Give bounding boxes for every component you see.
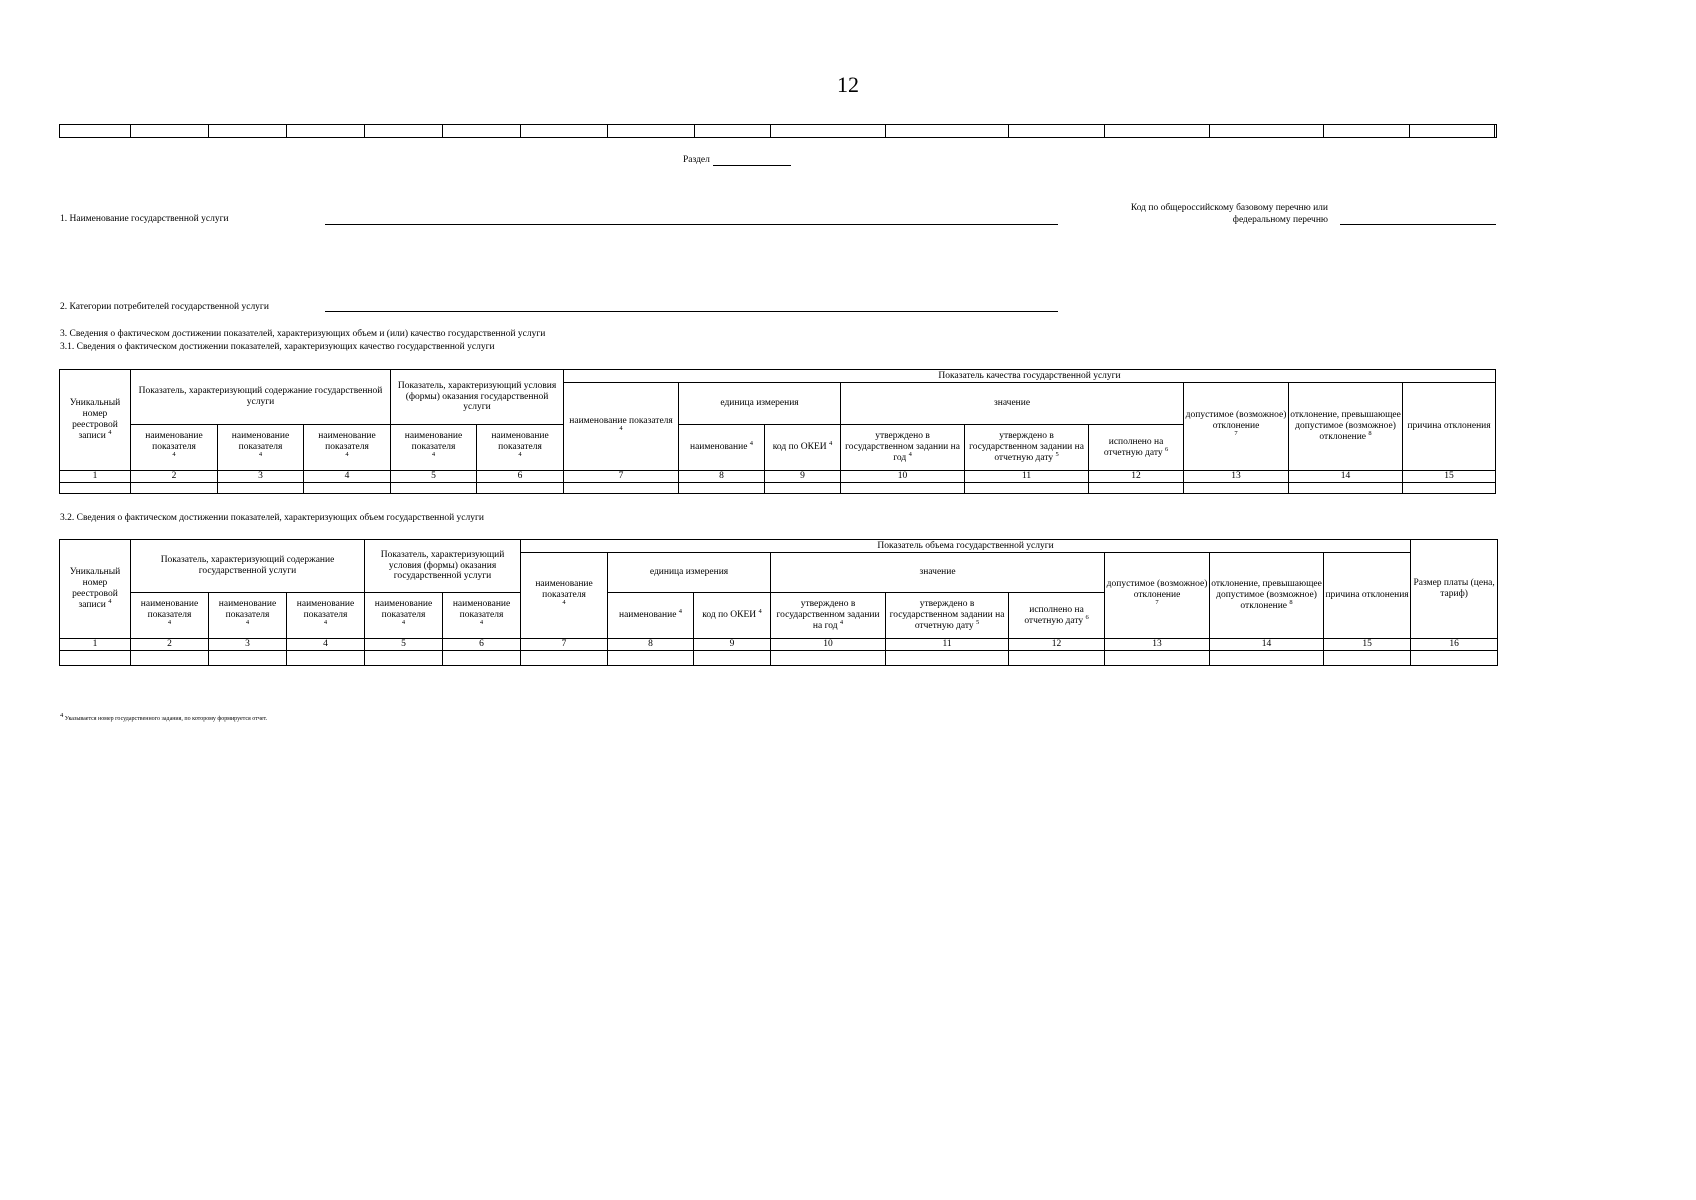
column-number: 10 bbox=[841, 471, 965, 483]
table-cell[interactable] bbox=[287, 651, 365, 666]
unit-name-header bbox=[608, 593, 694, 639]
sub-name-text: наименование показателя bbox=[218, 599, 277, 621]
table-cell[interactable] bbox=[608, 651, 694, 666]
footnote-mark: 4 bbox=[518, 450, 522, 458]
conditions-sub-name-1 bbox=[391, 425, 477, 471]
indicator-name-header bbox=[564, 383, 679, 471]
table-cell[interactable] bbox=[1105, 651, 1210, 666]
content-sub-name-3 bbox=[287, 593, 365, 639]
table-cell[interactable] bbox=[1403, 483, 1496, 494]
footnote-mark: 4 bbox=[678, 607, 683, 615]
column-number: 5 bbox=[365, 639, 443, 651]
okei-code-header bbox=[694, 593, 771, 639]
content-sub-name-1 bbox=[131, 425, 218, 471]
executed-date-header bbox=[1089, 425, 1184, 471]
column-number: 12 bbox=[1009, 639, 1105, 651]
top-strip-cell bbox=[1009, 125, 1105, 138]
footnote-mark: 4 bbox=[345, 450, 349, 458]
table-cell[interactable] bbox=[60, 651, 131, 666]
column-number: 3 bbox=[218, 471, 304, 483]
footnote-mark: 4 bbox=[829, 439, 833, 447]
unique-number-text: Уникальный номер реестровой записи bbox=[69, 567, 121, 610]
column-numbers-row bbox=[60, 471, 1496, 483]
approved-date-text: утверждено в государственном задании на отчетную дату bbox=[969, 431, 1084, 463]
table-cell[interactable] bbox=[391, 483, 477, 494]
footnote-mark: 4 bbox=[258, 450, 263, 458]
footnote-mark: 4 bbox=[479, 618, 484, 626]
top-strip-cell bbox=[886, 125, 1009, 138]
footnote-mark: 4 bbox=[758, 607, 762, 615]
column-number: 2 bbox=[131, 471, 218, 483]
sub-name-text: наименование показателя bbox=[231, 431, 290, 453]
table-cell[interactable] bbox=[564, 483, 679, 494]
fee-header: Размер платы (цена, тариф) bbox=[1411, 540, 1498, 639]
basic-list-code-label-line1: Код по общероссийскому базовому перечню или bbox=[1130, 203, 1328, 213]
quality-table bbox=[59, 369, 1496, 494]
footnote-mark: 6 bbox=[1085, 613, 1089, 621]
unique-number-text: Уникальный номер реестровой записи bbox=[69, 398, 121, 441]
unique-number-header bbox=[60, 540, 131, 639]
table-row bbox=[60, 651, 1498, 666]
indicator-name-text: наименование показателя bbox=[535, 579, 593, 601]
column-number: 7 bbox=[564, 471, 679, 483]
content-indicator-header: Показатель, характеризующий содержание государственной услуги bbox=[131, 540, 365, 593]
top-strip-cell bbox=[1410, 125, 1495, 138]
top-strip-cell bbox=[1105, 125, 1210, 138]
conditions-sub-name-1 bbox=[365, 593, 443, 639]
content-sub-name-3 bbox=[304, 425, 391, 471]
table-cell[interactable] bbox=[771, 651, 886, 666]
top-strip-cell bbox=[695, 125, 771, 138]
footnote-mark: 4 bbox=[401, 618, 406, 626]
table-cell[interactable] bbox=[218, 483, 304, 494]
top-strip-cell bbox=[771, 125, 886, 138]
approved-date-text: утверждено в государственном задании на отчетную дату bbox=[889, 599, 1005, 631]
table-cell[interactable] bbox=[841, 483, 965, 494]
table-cell[interactable] bbox=[1210, 651, 1324, 666]
basic-list-code-label-line2: федеральному перечню bbox=[1232, 215, 1328, 226]
sub-name-text: наименование показателя bbox=[404, 431, 463, 453]
volume-indicator-header: Показатель объема государственной услуги bbox=[521, 540, 1411, 553]
table-cell[interactable] bbox=[521, 651, 608, 666]
service-name-field[interactable] bbox=[325, 224, 1058, 225]
top-strip-cell bbox=[1210, 125, 1324, 138]
page-number: 12 bbox=[837, 72, 859, 97]
consumers-label: 2. Категории потребителей государственной услуги bbox=[60, 302, 269, 312]
deviation-reason-header: причина отклонения bbox=[1324, 553, 1411, 639]
footnote-mark: 8 bbox=[1289, 598, 1293, 606]
top-strip-table bbox=[59, 124, 1497, 138]
column-number: 4 bbox=[287, 639, 365, 651]
content-indicator-header: Показатель, характеризующий содержание государственной услуги bbox=[131, 370, 391, 425]
table-cell[interactable] bbox=[965, 483, 1089, 494]
approved-date-header bbox=[965, 425, 1089, 471]
service-name-label: 1. Наименование государственной услуги bbox=[60, 214, 229, 224]
table-cell[interactable] bbox=[60, 483, 131, 494]
column-number: 2 bbox=[131, 639, 209, 651]
basic-list-code-label bbox=[1060, 202, 1328, 227]
allowed-deviation-text: допустимое (возможное) отклонение bbox=[1106, 579, 1208, 601]
footnote-mark: 4 bbox=[60, 712, 64, 719]
column-number: 5 bbox=[391, 471, 477, 483]
footnote-mark: 4 bbox=[619, 424, 623, 432]
content-sub-name-1 bbox=[131, 593, 209, 639]
table-cell[interactable] bbox=[1089, 483, 1184, 494]
table-cell[interactable] bbox=[1411, 651, 1498, 666]
allowed-deviation-header bbox=[1184, 383, 1289, 471]
table-row bbox=[60, 483, 1496, 494]
approved-year-text: утверждено в государственном задании на год bbox=[845, 431, 960, 463]
column-numbers-row bbox=[60, 639, 1498, 651]
column-number: 15 bbox=[1324, 639, 1411, 651]
value-header: значение bbox=[841, 383, 1184, 425]
footnote-mark: 4 bbox=[839, 618, 844, 626]
column-number: 8 bbox=[608, 639, 694, 651]
sub-name-text: наименование показателя bbox=[452, 599, 511, 621]
excess-deviation-header bbox=[1210, 553, 1324, 639]
unit-name-text: наименование bbox=[619, 610, 677, 621]
column-number: 11 bbox=[965, 471, 1089, 483]
table-cell[interactable] bbox=[131, 651, 209, 666]
section-label: Раздел bbox=[683, 155, 710, 165]
table-cell[interactable] bbox=[209, 651, 287, 666]
column-number: 9 bbox=[765, 471, 841, 483]
heading-3: 3. Сведения о фактическом достижении показателей, характеризующих объем и (или) качество государственной услуги bbox=[60, 329, 546, 339]
top-strip-cell bbox=[608, 125, 695, 138]
table-cell[interactable] bbox=[443, 651, 521, 666]
footnote-mark: 4 bbox=[167, 618, 172, 626]
footnote-mark: 6 bbox=[1165, 445, 1169, 453]
table-cell[interactable] bbox=[694, 651, 771, 666]
unit-name-text: наименование bbox=[690, 442, 748, 453]
top-strip-cell bbox=[209, 125, 287, 138]
footnote-mark: 7 bbox=[1155, 598, 1159, 606]
column-number: 9 bbox=[694, 639, 771, 651]
footnote-mark: 5 bbox=[976, 618, 980, 626]
column-number: 1 bbox=[60, 639, 131, 651]
okei-code-header bbox=[765, 425, 841, 471]
approved-year-header bbox=[841, 425, 965, 471]
footnote-mark: 4 bbox=[108, 428, 112, 436]
unique-number-header bbox=[60, 370, 131, 471]
heading-3-1: 3.1. Сведения о фактическом достижении показателей, характеризующих качество государственной услуги bbox=[60, 342, 495, 352]
column-number: 11 bbox=[886, 639, 1009, 651]
column-number: 1 bbox=[60, 471, 131, 483]
value-header: значение bbox=[771, 553, 1105, 593]
table-cell[interactable] bbox=[1289, 483, 1403, 494]
column-number: 3 bbox=[209, 639, 287, 651]
deviation-reason-header: причина отклонения bbox=[1403, 383, 1496, 471]
unit-header: единица измерения bbox=[679, 383, 841, 425]
top-strip-cell bbox=[443, 125, 521, 138]
content-sub-name-2 bbox=[218, 425, 304, 471]
sub-name-text: наименование показателя bbox=[145, 431, 203, 453]
table-cell[interactable] bbox=[1324, 651, 1411, 666]
approved-date-header bbox=[886, 593, 1009, 639]
column-number: 16 bbox=[1411, 639, 1498, 651]
footnote-mark: 4 bbox=[431, 450, 436, 458]
indicator-name-header bbox=[521, 553, 608, 639]
volume-table bbox=[59, 539, 1498, 666]
top-strip-cell bbox=[1324, 125, 1410, 138]
column-number: 7 bbox=[521, 639, 608, 651]
executed-date-text: исполнено на отчетную дату bbox=[1103, 436, 1164, 458]
section-field[interactable] bbox=[713, 165, 791, 166]
table-cell[interactable] bbox=[365, 651, 443, 666]
conditions-sub-name-2 bbox=[477, 425, 564, 471]
table-cell[interactable] bbox=[1184, 483, 1289, 494]
excess-deviation-header bbox=[1289, 383, 1403, 471]
sub-name-text: наименование показателя bbox=[374, 599, 433, 621]
table-cell[interactable] bbox=[304, 483, 391, 494]
column-number: 15 bbox=[1403, 471, 1496, 483]
consumers-field[interactable] bbox=[325, 311, 1058, 312]
allowed-deviation-text: допустимое (возможное) отклонение bbox=[1185, 410, 1287, 432]
column-number: 6 bbox=[443, 639, 521, 651]
top-strip-cell bbox=[365, 125, 443, 138]
footnote-mark: 8 bbox=[1368, 429, 1372, 437]
content-sub-name-2 bbox=[209, 593, 287, 639]
footnote-mark: 5 bbox=[1055, 450, 1059, 458]
column-number: 6 bbox=[477, 471, 564, 483]
column-number: 13 bbox=[1105, 639, 1210, 651]
footnote-mark: 4 bbox=[108, 597, 112, 605]
unit-name-header bbox=[679, 425, 765, 471]
okei-code-text: код по ОКЕИ bbox=[772, 442, 827, 453]
sub-name-text: наименование показателя bbox=[140, 599, 199, 621]
column-number: 13 bbox=[1184, 471, 1289, 483]
column-number: 8 bbox=[679, 471, 765, 483]
column-number: 14 bbox=[1210, 639, 1324, 651]
executed-date-text: исполнено на отчетную дату bbox=[1024, 604, 1084, 626]
indicator-name-text: наименование показателя bbox=[569, 415, 673, 426]
column-number: 12 bbox=[1089, 471, 1184, 483]
unit-header: единица измерения bbox=[608, 553, 771, 593]
sub-name-text: наименование показателя bbox=[296, 599, 355, 621]
column-number: 4 bbox=[304, 471, 391, 483]
conditions-sub-name-2 bbox=[443, 593, 521, 639]
column-number: 14 bbox=[1289, 471, 1403, 483]
sub-name-text: наименование показателя bbox=[318, 431, 376, 453]
top-strip-cell bbox=[521, 125, 608, 138]
conditions-indicator-header: Показатель, характеризующий условия (формы) оказания государственной услуги bbox=[365, 540, 521, 593]
quality-indicator-header: Показатель качества государственной услуги bbox=[564, 370, 1496, 383]
table-cell[interactable] bbox=[886, 651, 1009, 666]
sub-name-text: наименование показателя bbox=[491, 431, 549, 453]
excess-deviation-text: отклонение, превышающее допустимое (возможное) отклонение bbox=[1290, 410, 1401, 442]
footnote-text: Указывается номер государственного задания, по которому формируется отчет. bbox=[64, 716, 268, 722]
footnote-mark: 4 bbox=[749, 439, 754, 447]
footnote-mark: 4 bbox=[245, 618, 250, 626]
okei-code-text: код по ОКЕИ bbox=[702, 610, 757, 621]
top-strip-cell bbox=[60, 125, 131, 138]
top-strip-cell bbox=[131, 125, 209, 138]
allowed-deviation-header bbox=[1105, 553, 1210, 639]
excess-deviation-text: отклонение, превышающее допустимое (возможное) отклонение bbox=[1211, 579, 1322, 611]
top-strip-cell bbox=[287, 125, 365, 138]
column-number: 10 bbox=[771, 639, 886, 651]
table-cell[interactable] bbox=[765, 483, 841, 494]
top-strip-row bbox=[60, 125, 1497, 138]
table-cell[interactable] bbox=[477, 483, 564, 494]
basic-list-code-field[interactable] bbox=[1340, 224, 1496, 225]
footnote-mark: 4 bbox=[323, 618, 328, 626]
executed-date-header bbox=[1009, 593, 1105, 639]
heading-3-2: 3.2. Сведения о фактическом достижении показателей, характеризующих объем государственной услуги bbox=[60, 513, 484, 523]
footnote-mark: 4 bbox=[908, 450, 912, 458]
conditions-indicator-header: Показатель, характеризующий условия (формы) оказания государственной услуги bbox=[391, 370, 564, 425]
top-strip-cell bbox=[1495, 125, 1497, 138]
approved-year-text: утверждено в государственном задании на год bbox=[776, 599, 880, 631]
table-cell[interactable] bbox=[679, 483, 765, 494]
footnote-mark: 4 bbox=[172, 450, 176, 458]
table-cell[interactable] bbox=[131, 483, 218, 494]
footnote-mark: 7 bbox=[1234, 429, 1238, 437]
table-cell[interactable] bbox=[1009, 651, 1105, 666]
footnote bbox=[60, 712, 268, 722]
footnote-mark: 4 bbox=[562, 598, 566, 606]
approved-year-header bbox=[771, 593, 886, 639]
